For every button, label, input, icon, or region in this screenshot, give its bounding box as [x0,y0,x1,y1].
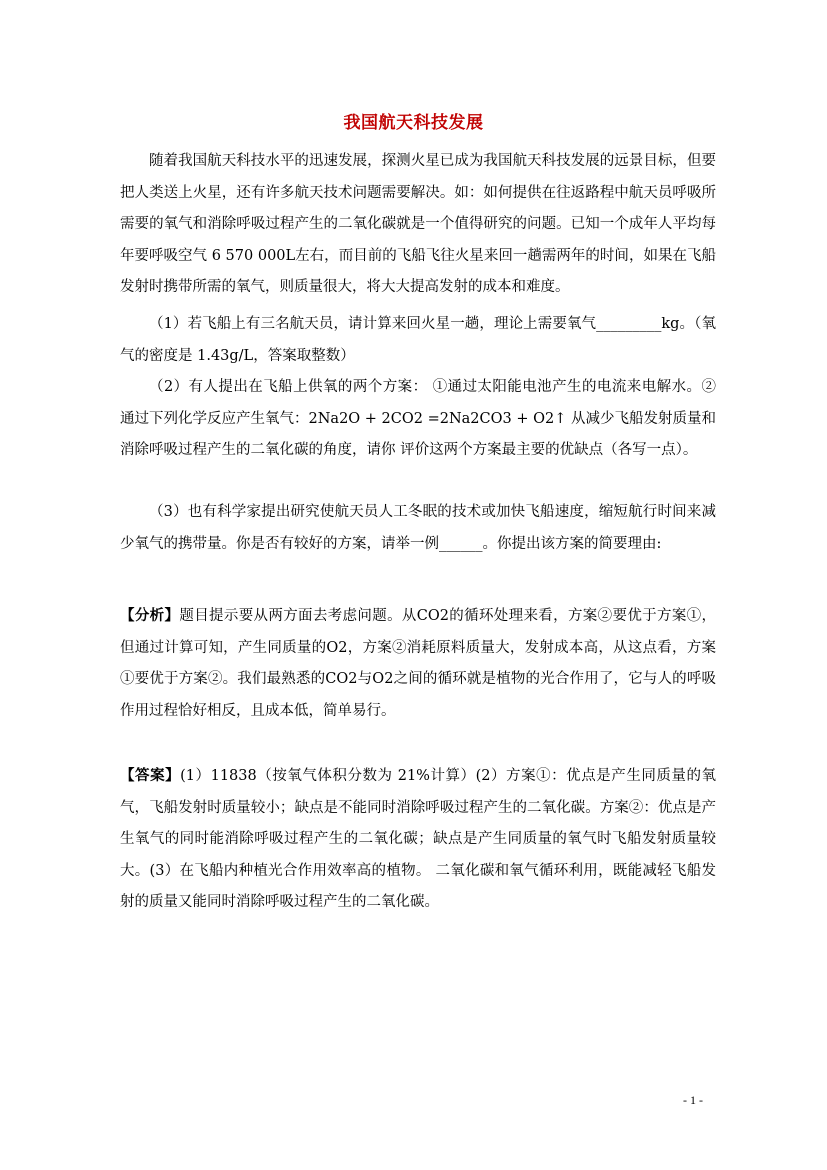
intro-paragraph: 随着我国航天科技水平的迅速发展，探测火星已成为我国航天科技发展的远景目标，但要把人类送上火星，还有许多航天技术问题需要解决。如：如何提供在往返路程中航天员呼吸所需要的氧气和消除呼吸过程产生的二氧化碳就是一个值得研究的问题。已知一个成年人平均每年要呼吸空气 6 570 000L左右，而目前的飞船飞往火星来回一趟需两年的时间，如果在飞船发射时携带所需的氧气，则质量很大，将大大提高发射的成本和难度。 [120,153,716,295]
analysis-label: 【分析】 [120,607,180,624]
analysis-paragraph [120,600,716,727]
document-title: 我国航天科技发展 [343,113,484,133]
question-2: （2）有人提出在飞船上供氧的两个方案： ①通过太阳能电池产生的电流来电解水。② 通过下列化学反应产生氧气：2Na2O + 2CO2 =2Na2CO3 + O2↑ 从减少飞船发射质量和消除呼吸过程产生的二氧化碳的角度，请你 评价这两个方案最主要的优缺点（各写一点）。 [120,379,716,458]
question-1: （1）若飞船上有三名航天员，请计算来回火星一趟，理论上需要氧气_________kg。（氧气的密度是 1.43g/L，答案取整数） [120,316,716,364]
answer-paragraph [120,760,716,919]
page-number: - 1 - [683,1093,703,1107]
answer-label: 【答案】 [120,767,181,784]
analysis-text: 题目提示要从两方面去考虑问题。从CO2的循环处理来看，方案②要优于方案①，但通过计算可知，产生同质量的O2，方案②消耗原料质量大，发射成本高，从这点看，方案①要优于方案②。我们最熟悉的CO2与O2之间的循环就是植物的光合作用了，它与人的呼吸作用过程恰好相反，且成本低，简单易行。 [120,608,716,719]
answer-text: (1）11838（按氧气体积分数为 21%计算）(2）方案①：优点是产生同质量的氧气，飞船发射时质量较小；缺点是不能同时消除呼吸过程产生的二氧化碳。方案②：优点是产生氧气的同时能消除呼吸过程产生的二氧化碳；缺点是产生同质量的氧气时飞船发射质量较大。(3）在飞船内种植光合作用效率高的植物。 二氧化碳和氧气循环利用，既能减轻飞船发射的质量又能同时消除呼吸过程产生的二氧化碳。 [120,768,716,910]
question-3: （3）也有科学家提出研究使航天员人工冬眠的技术或加快飞船速度，缩短航行时间来减少氧气的携带量。你是否有较好的方案，请举一例______。你提出该方案的简要理由: [120,504,716,552]
